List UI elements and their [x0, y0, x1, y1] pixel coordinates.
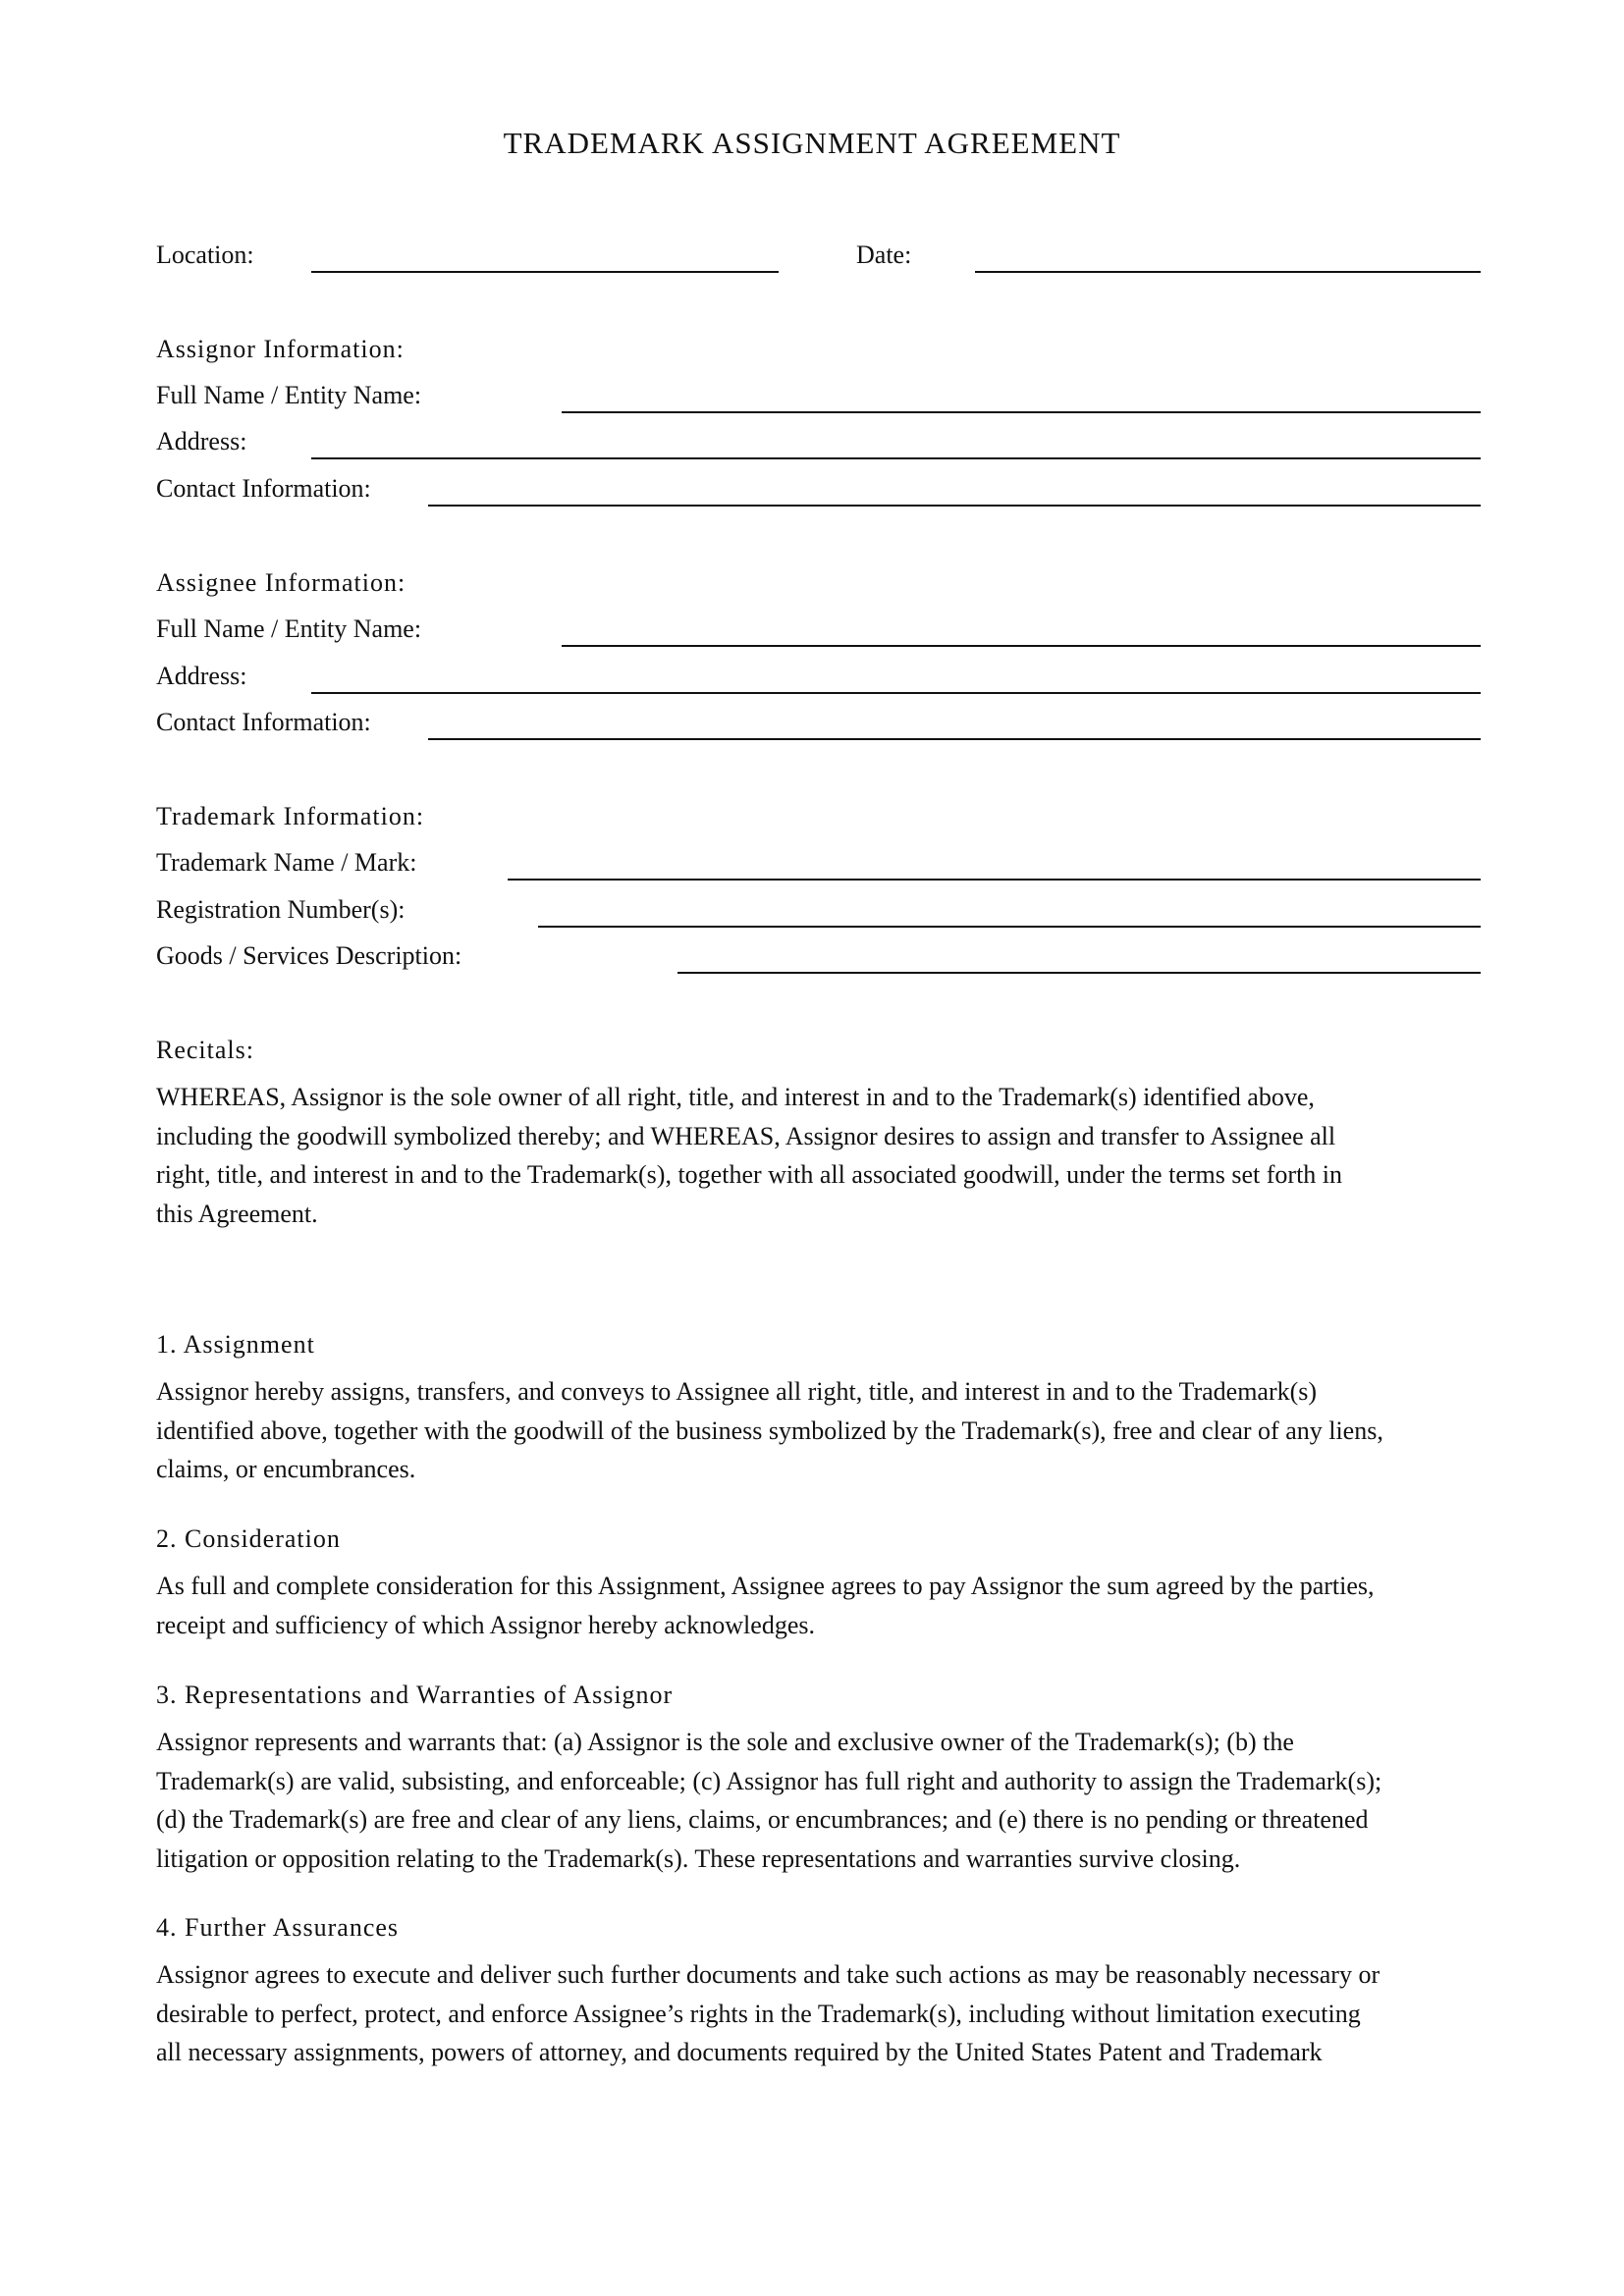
trademark-mark-field[interactable] [508, 879, 1481, 881]
section-line: desirable to perfect, protect, and enforce Assignee’s rights in the Trademark(s), including without limitation executing [156, 1999, 1361, 2028]
section-4-text [156, 1955, 1491, 2072]
assignor-address-label: Address: [156, 427, 247, 455]
section-4-heading: 4. Further Assurances [156, 1913, 400, 1942]
section-3-text [156, 1723, 1491, 1879]
recitals-line: right, title, and interest in and to the Trademark(s), together with all associated goodwill, under the terms set forth in [156, 1160, 1343, 1190]
section-1-heading: 1. Assignment [156, 1330, 315, 1359]
recitals-line: WHEREAS, Assignor is the sole owner of all right, title, and interest in and to the Trademark(s) identified above, [156, 1083, 1315, 1111]
location-field[interactable] [311, 271, 779, 273]
recitals-text [156, 1078, 1491, 1234]
date-field[interactable] [975, 271, 1481, 273]
assignor-heading: Assignor Information: [156, 335, 405, 363]
section-line: all necessary assignments, powers of attorney, and documents required by the United States Patent and Trademark [156, 2038, 1323, 2067]
assignee-heading: Assignee Information: [156, 568, 406, 597]
section-line: litigation or opposition relating to the Trademark(s). These representations and warranties survive closing. [156, 1844, 1241, 1874]
assignor-address-field[interactable] [311, 457, 1481, 459]
goods-services-label: Goods / Services Description: [156, 941, 462, 970]
assignee-address-label: Address: [156, 662, 247, 690]
assignor-name-field[interactable] [562, 411, 1481, 413]
section-2-text [156, 1567, 1491, 1644]
trademark-mark-label: Trademark Name / Mark: [156, 848, 417, 877]
goods-services-field[interactable] [677, 972, 1481, 974]
registration-label: Registration Number(s): [156, 895, 406, 924]
registration-field[interactable] [538, 926, 1481, 928]
section-line: As full and complete consideration for this Assignment, Assignee agrees to pay Assignor the sum agreed by the parties, [156, 1572, 1375, 1600]
assignor-contact-label: Contact Information: [156, 474, 371, 503]
section-line: claims, or encumbrances. [156, 1455, 416, 1484]
section-line: Assignor hereby assigns, transfers, and conveys to Assignee all right, title, and interest in and to the Trademark(s) [156, 1377, 1318, 1406]
section-line: Trademark(s) are valid, subsisting, and enforceable; (c) Assignor has full right and authority to assign the Trademark(s); [156, 1766, 1382, 1795]
trademark-heading: Trademark Information: [156, 802, 425, 830]
recitals-heading: Recitals: [156, 1036, 254, 1064]
assignee-name-field[interactable] [562, 645, 1481, 647]
section-line: (d) the Trademark(s) are free and clear of any liens, claims, or encumbrances; and (e) there is no pending or threatened [156, 1805, 1369, 1835]
assignee-contact-label: Contact Information: [156, 708, 371, 736]
section-3-heading: 3. Representations and Warranties of Assignor [156, 1681, 674, 1709]
assignee-contact-field[interactable] [428, 738, 1481, 740]
location-label: Location: [156, 240, 254, 269]
assignor-name-label: Full Name / Entity Name: [156, 381, 422, 409]
section-line: Assignor represents and warrants that: (a) Assignor is the sole and exclusive owner of the Trademark(s); (b) the [156, 1728, 1294, 1756]
section-1-text [156, 1372, 1491, 1489]
section-2-heading: 2. Consideration [156, 1524, 341, 1553]
recitals-line: this Agreement. [156, 1200, 318, 1229]
section-line: Assignor agrees to execute and deliver such further documents and take such actions as may be reasonably necessary or [156, 1960, 1380, 1989]
assignee-name-label: Full Name / Entity Name: [156, 614, 422, 643]
assignor-contact-field[interactable] [428, 505, 1481, 507]
assignee-address-field[interactable] [311, 692, 1481, 694]
section-line: receipt and sufficiency of which Assignor hereby acknowledges. [156, 1610, 815, 1639]
document-title: TRADEMARK ASSIGNMENT AGREEMENT [503, 126, 1121, 160]
section-line: identified above, together with the goodwill of the business symbolized by the Trademark(s), free and clear of any liens, [156, 1415, 1383, 1445]
recitals-line: including the goodwill symbolized thereby; and WHEREAS, Assignor desires to assign and transfer to Assignee all [156, 1121, 1336, 1150]
date-label: Date: [856, 240, 912, 269]
